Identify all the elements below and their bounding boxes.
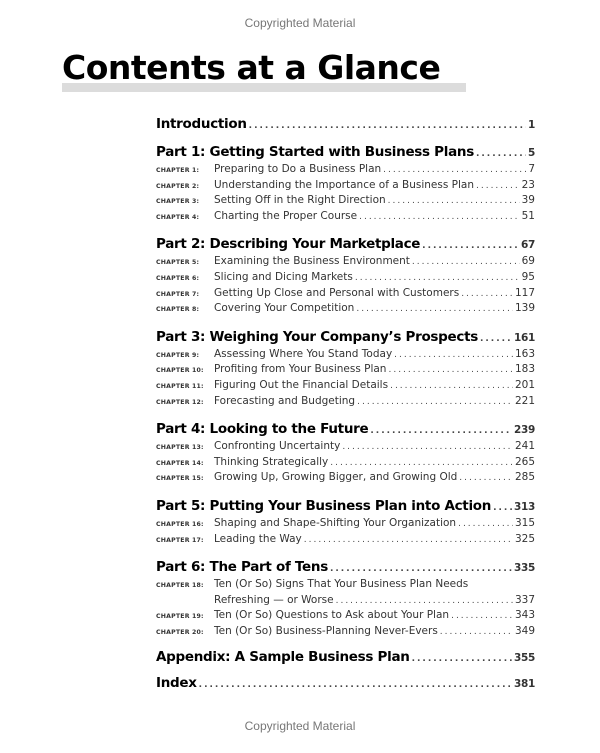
- chapter-title: Leading the Way: [214, 532, 302, 545]
- chapter-title: Understanding the Importance of a Business Plan: [214, 178, 474, 191]
- chapter-entry[interactable]: [156, 270, 535, 286]
- chapter-title: Ten (Or So) Business-Planning Never-Evers: [214, 624, 438, 637]
- chapter-title: Examining the Business Environment: [214, 255, 410, 268]
- toc-appendix: [156, 649, 535, 665]
- toc-entry-appendix[interactable]: [156, 649, 535, 665]
- toc-part-4: [156, 419, 535, 486]
- page-number: 239: [513, 424, 535, 437]
- chapter-title: Setting Off in the Right Direction: [214, 194, 386, 207]
- dot-leader: [412, 255, 520, 271]
- part-label: Part 3: Weighing Your Company’s Prospects: [156, 328, 478, 345]
- toc-part-1: [156, 142, 535, 224]
- dot-leader: [476, 144, 526, 164]
- page-number: 313: [513, 500, 535, 513]
- chapter-entry[interactable]: [156, 193, 535, 209]
- chapter-title: Covering Your Competition: [214, 302, 355, 315]
- chapter-title: Growing Up, Growing Bigger, and Growing Old: [214, 471, 458, 484]
- page-number: 265: [514, 455, 535, 468]
- chapter-number: CHAPTER 19:: [156, 613, 204, 621]
- page-number: 7: [528, 163, 535, 175]
- page-number: 315: [514, 516, 535, 529]
- chapter-entry[interactable]: [156, 378, 535, 394]
- part-heading[interactable]: [156, 496, 535, 516]
- page-number: 1: [527, 119, 535, 131]
- chapter-title: Assessing Where You Stand Today: [214, 347, 393, 360]
- chapter-number: CHAPTER 9:: [156, 351, 200, 359]
- chapter-number: CHAPTER 7:: [156, 290, 200, 298]
- chapter-title-line-1: Ten (Or So) Signs That Your Business Plan Needs: [214, 578, 469, 591]
- part-heading[interactable]: [156, 327, 535, 347]
- page-number: 117: [514, 286, 535, 299]
- toc-entry-introduction[interactable]: [156, 116, 535, 132]
- chapter-title: Thinking Strategically: [214, 455, 329, 468]
- page-number: 161: [513, 331, 535, 344]
- chapter-title: Slicing and Dicing Markets: [214, 270, 353, 283]
- chapter-entry[interactable]: [156, 162, 535, 178]
- dot-leader: [394, 348, 513, 364]
- chapter-entry[interactable]: [156, 532, 535, 548]
- chapter-entry[interactable]: [156, 608, 535, 624]
- chapter-number: CHAPTER 13:: [156, 444, 204, 452]
- page-number: 69: [521, 255, 535, 268]
- chapter-title-line-2: Refreshing — or Worse: [214, 593, 334, 606]
- chapter-entry[interactable]: [156, 394, 535, 410]
- part-heading[interactable]: [156, 419, 535, 439]
- chapter-entry[interactable]: [156, 516, 535, 532]
- dot-leader: [390, 379, 513, 395]
- chapter-title: Ten (Or So) Questions to Ask about Your Plan: [214, 609, 450, 622]
- dot-leader: [199, 680, 512, 690]
- chapter-title: Figuring Out the Financial Details: [214, 378, 389, 391]
- part-label: Part 5: Putting Your Business Plan into Action: [156, 497, 492, 514]
- page-number: 201: [514, 378, 535, 391]
- chapter-entry[interactable]: [156, 301, 535, 317]
- page-number: 139: [514, 302, 535, 315]
- dot-leader: [330, 456, 513, 472]
- chapter-number: CHAPTER 3:: [156, 198, 200, 206]
- chapter-number: CHAPTER 16:: [156, 520, 204, 528]
- chapter-number: CHAPTER 6:: [156, 274, 200, 282]
- toc-introduction: [156, 116, 535, 132]
- page-number: 221: [514, 394, 535, 407]
- chapter-entry[interactable]: [156, 286, 535, 302]
- chapter-number: CHAPTER 8:: [156, 306, 200, 314]
- dot-leader: [342, 440, 513, 456]
- chapter-entry[interactable]: [156, 347, 535, 363]
- dot-leader: [480, 329, 512, 349]
- entry-label: Index: [156, 675, 197, 692]
- dot-leader: [458, 517, 513, 533]
- page-number: 39: [521, 194, 535, 207]
- dot-leader: [355, 271, 520, 287]
- chapter-number: CHAPTER 2:: [156, 182, 200, 190]
- page-title: Contents at a Glance: [62, 48, 441, 87]
- dot-leader: [356, 302, 513, 318]
- chapter-number: CHAPTER 10:: [156, 367, 204, 375]
- dot-leader: [451, 609, 513, 625]
- entry-label: Appendix: A Sample Business Plan: [156, 649, 410, 666]
- copyright-watermark-bottom: Copyrighted Material: [244, 719, 356, 733]
- dot-leader: [370, 421, 512, 441]
- dot-leader: [383, 163, 526, 179]
- dot-leader: [493, 498, 512, 518]
- page-number: 285: [514, 471, 535, 484]
- chapter-number: CHAPTER 11:: [156, 382, 204, 390]
- dot-leader: [440, 625, 513, 641]
- page-number: 335: [513, 562, 535, 575]
- part-label: Part 6: The Part of Tens: [156, 559, 328, 576]
- chapter-title: Getting Up Close and Personal with Customers: [214, 286, 460, 299]
- page-number: 355: [513, 652, 535, 665]
- chapter-entry[interactable]: [156, 254, 535, 270]
- chapter-title: Confronting Uncertainty: [214, 440, 341, 453]
- page-number: 349: [514, 624, 535, 637]
- toc-part-5: [156, 496, 535, 547]
- chapter-title: Preparing to Do a Business Plan: [214, 163, 382, 175]
- dot-leader: [359, 210, 520, 226]
- chapter-number: CHAPTER 18:: [156, 582, 204, 590]
- chapter-number: CHAPTER 17:: [156, 536, 204, 544]
- part-label: Part 4: Looking to the Future: [156, 421, 369, 438]
- dot-leader: [330, 559, 512, 579]
- chapter-number: CHAPTER 12:: [156, 398, 204, 406]
- chapter-number: CHAPTER 4:: [156, 213, 200, 221]
- chapter-entry[interactable]: [156, 209, 535, 225]
- page-number: 343: [514, 609, 535, 622]
- entry-label: Introduction: [156, 116, 247, 132]
- chapter-entry[interactable]: [156, 178, 535, 194]
- chapter-number: CHAPTER 1:: [156, 167, 200, 174]
- page-number: 241: [514, 440, 535, 453]
- toc-entry-index[interactable]: [156, 675, 535, 691]
- chapter-number: CHAPTER 20:: [156, 628, 204, 636]
- page-number: 337: [514, 593, 535, 606]
- dot-leader: [249, 121, 526, 131]
- dot-leader: [422, 236, 519, 256]
- chapter-entry[interactable]: [156, 624, 535, 640]
- dot-leader: [412, 654, 512, 664]
- toc-part-3: [156, 327, 535, 409]
- table-of-contents: [156, 116, 535, 701]
- dot-leader: [357, 395, 513, 411]
- page-number: 95: [521, 270, 535, 283]
- page-number: 23: [521, 178, 535, 191]
- dot-leader: [459, 471, 513, 487]
- chapter-entry[interactable]: [156, 577, 535, 608]
- page-number: 67: [520, 239, 535, 252]
- dot-leader: [304, 533, 513, 549]
- chapter-title: Forecasting and Budgeting: [214, 394, 356, 407]
- chapter-number: CHAPTER 5:: [156, 259, 200, 267]
- chapter-title: Profiting from Your Business Plan: [214, 363, 387, 376]
- toc-index: [156, 675, 535, 691]
- page-number: 51: [521, 209, 535, 222]
- dot-leader: [336, 594, 513, 610]
- chapter-entry[interactable]: [156, 439, 535, 455]
- chapter-entry[interactable]: [156, 362, 535, 378]
- part-heading[interactable]: [156, 234, 535, 254]
- chapter-entry[interactable]: [156, 455, 535, 471]
- chapter-number: CHAPTER 14:: [156, 459, 204, 467]
- dot-leader: [476, 179, 520, 195]
- page-number: 183: [514, 363, 535, 376]
- page-number: 381: [513, 678, 535, 691]
- part-heading[interactable]: [156, 142, 535, 162]
- toc-part-2: [156, 234, 535, 316]
- page-number: 5: [527, 147, 535, 159]
- chapter-number: CHAPTER 15:: [156, 475, 204, 483]
- toc-part-6: [156, 557, 535, 639]
- part-label: Part 1: Getting Started with Business Plans: [156, 144, 474, 160]
- chapter-title: Shaping and Shape-Shifting Your Organization: [214, 516, 457, 529]
- dot-leader: [461, 287, 513, 303]
- copyright-watermark-top: Copyrighted Material: [244, 16, 356, 30]
- page-number: 325: [514, 532, 535, 545]
- part-label: Part 2: Describing Your Marketplace: [156, 236, 421, 253]
- part-heading[interactable]: [156, 557, 535, 577]
- dot-leader: [388, 194, 520, 210]
- page-number: 163: [514, 347, 535, 360]
- chapter-entry[interactable]: [156, 470, 535, 486]
- dot-leader: [388, 363, 512, 379]
- chapter-title: Charting the Proper Course: [214, 209, 358, 222]
